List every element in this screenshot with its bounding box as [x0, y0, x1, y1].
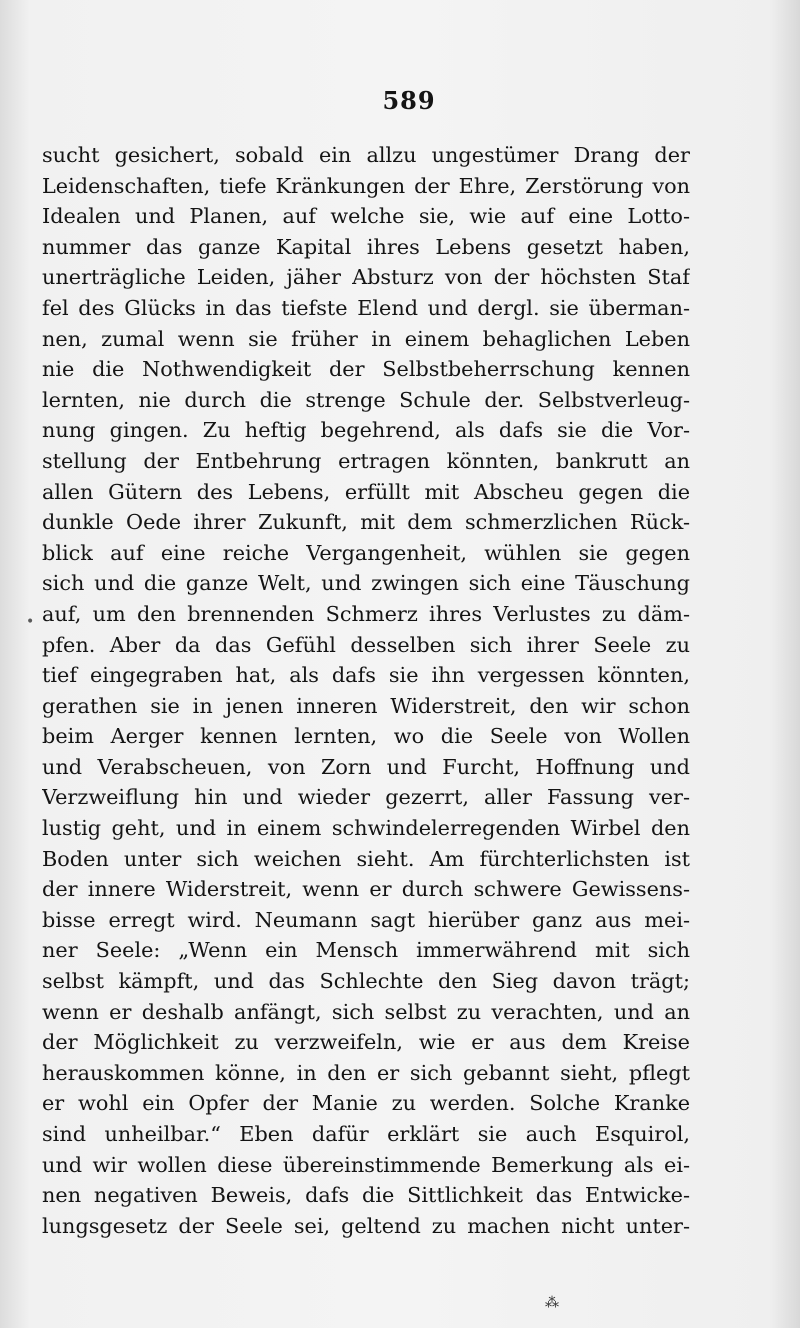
text-line: fel des Glücks in das tiefste Elend und dergl. sie überman- — [42, 295, 690, 320]
text-line: und wir wollen diese übereinstimmende Bemerkung als ei- — [42, 1152, 690, 1177]
text-line: ner Seele: „Wenn ein Mensch immerwährend mit sich — [42, 938, 690, 963]
page-number: 589 — [382, 86, 436, 115]
text-line: nie die Nothwendigkeit der Selbstbeherrschung kennen — [42, 357, 690, 382]
text-line: unerträgliche Leiden, jäher Absturz von der höchsten Staf — [42, 265, 690, 290]
text-line: pfen. Aber da das Gefühl desselben sich ihrer Seele zu — [42, 632, 690, 657]
text-line: allen Gütern des Lebens, erfüllt mit Abscheu gegen die — [42, 479, 690, 504]
text-line: lustig geht, und in einem schwindelerregenden Wirbel den — [42, 816, 690, 841]
text-line: dunkle Oede ihrer Zukunft, mit dem schmerzlichen Rück- — [42, 510, 690, 535]
text-line: nen, zumal wenn sie früher in einem behaglichen Leben — [42, 326, 690, 351]
text-line: gerathen sie in jenen inneren Widerstreit, den wir schon — [42, 693, 690, 718]
footer-ink-mark: ⁂ — [545, 1295, 559, 1311]
text-line: nen negativen Beweis, dafs die Sittlichkeit das Entwicke- — [42, 1183, 690, 1208]
text-line: tief eingegraben hat, als dafs sie ihn vergessen könnten, — [42, 663, 690, 688]
text-line: nung gingen. Zu heftig begehrend, als dafs sie die Vor- — [42, 418, 690, 443]
text-line: sich und die ganze Welt, und zwingen sich eine Täuschung — [42, 571, 690, 596]
text-line: er wohl ein Opfer der Manie zu werden. Solche Kranke — [42, 1091, 690, 1116]
text-line: beim Aerger kennen lernten, wo die Seele von Wollen — [42, 724, 690, 749]
text-line: Idealen und Planen, auf welche sie, wie auf eine Lotto- — [42, 204, 690, 229]
text-line: stellung der Entbehrung ertragen könnten, bankrutt an — [42, 448, 690, 473]
text-line: und Verabscheuen, von Zorn und Furcht, Hoffnung und — [42, 754, 690, 779]
text-line: wenn er deshalb anfängt, sich selbst zu verachten, und an — [42, 999, 690, 1024]
text-line: sucht gesichert, sobald ein allzu ungestümer Drang der — [42, 143, 690, 167]
body-text — [42, 140, 690, 1241]
text-line: auf, um den brennenden Schmerz ihres Verlustes zu däm- — [42, 601, 690, 626]
text-line: selbst kämpft, und das Schlechte den Sieg davon trägt; — [42, 969, 690, 994]
text-line: Verzweiflung hin und wieder gezerrt, aller Fassung ver- — [42, 785, 690, 810]
text-line: Leidenschaften, tiefe Kränkungen der Ehre, Zerstörung von — [42, 173, 690, 198]
text-line: herauskommen könne, in den er sich gebannt sieht, pflegt — [42, 1060, 690, 1085]
text-line: lungsgesetz der Seele sei, geltend zu machen nicht unter- — [42, 1213, 690, 1238]
text-line: sind unheilbar.“ Eben dafür erklärt sie auch Esquirol, — [42, 1122, 690, 1146]
text-line: nummer das ganze Kapital ihres Lebens gesetzt haben, — [42, 234, 690, 259]
margin-dot-mark: • — [26, 614, 35, 630]
text-line: lernten, nie durch die strenge Schule der. Selbstverleug- — [42, 387, 690, 412]
text-line: bisse erregt wird. Neumann sagt hierüber ganz aus mei- — [42, 907, 690, 932]
text-line: der innere Widerstreit, wenn er durch schwere Gewissens- — [42, 877, 690, 902]
text-line: der Möglichkeit zu verzweifeln, wie er aus dem Kreise — [42, 1030, 690, 1055]
text-line: Boden unter sich weichen sieht. Am fürchterlichsten ist — [42, 846, 690, 871]
text-line: blick auf eine reiche Vergangenheit, wühlen sie gegen — [42, 540, 690, 565]
